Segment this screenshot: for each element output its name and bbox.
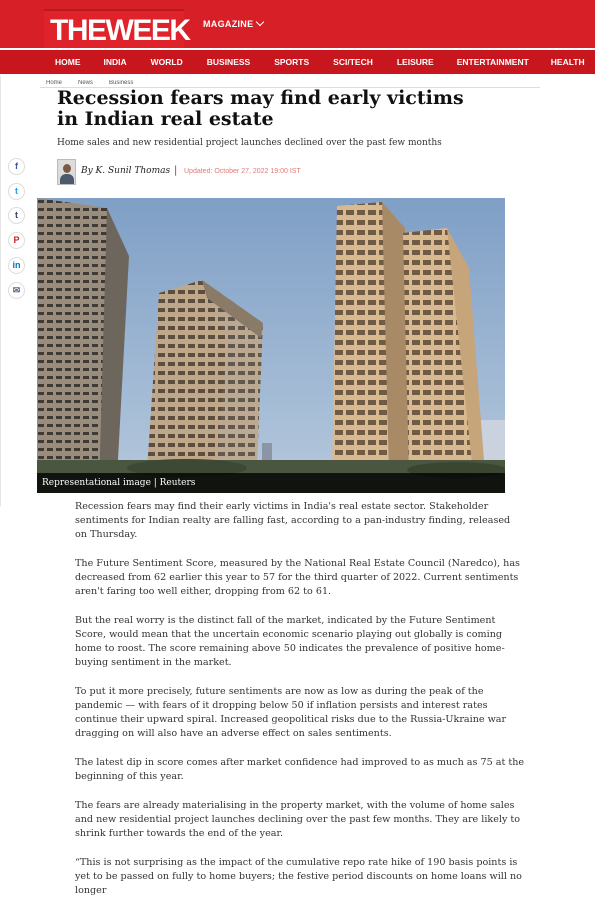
nav-home[interactable]: HOME bbox=[55, 57, 81, 67]
nav-scitech[interactable]: SCI/TECH bbox=[333, 57, 373, 67]
left-divider bbox=[0, 76, 1, 506]
article-paragraph: But the real worry is the distinct fall of the market, indicated by the Future Sentiment Score, would mean that the uncertain economic scenario playing out globally is coming home to roost. The score remaining above 50 indicates the prevalence of positive home-buying sentiment in the market. bbox=[75, 615, 505, 668]
updated-timestamp: Updated: October 27, 2022 19:00 IST bbox=[184, 168, 301, 175]
logo-box[interactable] bbox=[44, 9, 190, 48]
article-headline: Recession fears may find early victims in Indian real estate bbox=[57, 87, 464, 130]
nav-business[interactable]: BUSINESS bbox=[206, 57, 251, 67]
article-paragraph: The Future Sentiment Score, measured by the National Real Estate Council (Naredco), has decreased from 62 earlier this year to 57 for the third quarter of 2022. Current sentiments aren't faring too well either, dropping from 62 to 61. bbox=[75, 558, 520, 597]
nav-entertainment[interactable]: ENTERTAINMENT bbox=[456, 57, 529, 67]
magazine-label: MAGAZINE bbox=[203, 19, 254, 29]
article-paragraph: The fears are already materialising in the property market, with the volume of home sales and new residential project launches declining over the past few months. They are likely to shrink further towards the end of the year. bbox=[75, 800, 521, 839]
author-avatar[interactable] bbox=[57, 159, 76, 185]
magazine-menu[interactable] bbox=[203, 19, 263, 29]
nav-sports[interactable]: SPORTS bbox=[274, 57, 310, 67]
chevron-down-icon bbox=[256, 18, 264, 26]
twitter-icon[interactable]: t bbox=[8, 183, 25, 200]
tumblr-icon[interactable]: t bbox=[8, 207, 25, 224]
image-caption: Representational image | Reuters bbox=[37, 473, 505, 493]
article-paragraph: The latest dip in score comes after market confidence had improved to as much as 75 at the beginning of this year. bbox=[75, 757, 525, 782]
article-subhead: Home sales and new residential project launches declined over the past few months bbox=[57, 138, 442, 148]
site-logo[interactable]: THEWEEK bbox=[50, 14, 190, 47]
article-paragraph: “This is not surprising as the impact of the cumulative repo rate hike of 190 basis points is yet to be passed on fully to home buyers; the festive period discounts on home loans will no longer bbox=[75, 857, 522, 896]
email-icon[interactable]: ✉ bbox=[8, 282, 25, 299]
nav-india[interactable]: INDIA bbox=[103, 57, 127, 67]
nav-world[interactable]: WORLD bbox=[150, 57, 183, 67]
facebook-icon[interactable]: f bbox=[8, 158, 25, 175]
linkedin-icon[interactable]: in bbox=[8, 257, 25, 274]
byline-separator: | bbox=[174, 165, 178, 176]
site-header bbox=[0, 0, 595, 48]
buildings-illustration bbox=[37, 198, 505, 493]
breadcrumb-business[interactable]: Business bbox=[109, 80, 134, 86]
article-image bbox=[37, 198, 505, 493]
article-paragraph: Recession fears may find their early victims in India's real estate sector. Stakeholder sentiments for Indian realty are falling fast, according to a pan-industry finding, released on Thursday. bbox=[75, 501, 511, 540]
breadcrumb-home[interactable]: Home bbox=[46, 80, 63, 86]
pinterest-icon[interactable]: P bbox=[8, 232, 25, 249]
nav-leisure[interactable]: LEISURE bbox=[396, 57, 434, 67]
author-name[interactable]: By K. Sunil Thomas bbox=[81, 166, 171, 176]
nav-health[interactable]: HEALTH bbox=[550, 57, 585, 67]
main-nav bbox=[0, 50, 595, 74]
article-body bbox=[75, 500, 525, 900]
breadcrumb-news[interactable]: News bbox=[78, 80, 94, 86]
article-paragraph: To put it more precisely, future sentiments are now as low as during the peak of the pandemic — with fears of it dropping below 50 if inflation persists and interest rates continue their upward spiral. Increased geopolitical risks due to the Russia-Ukraine war dragging on will also have an adverse effect on sales sentiments. bbox=[75, 686, 507, 739]
